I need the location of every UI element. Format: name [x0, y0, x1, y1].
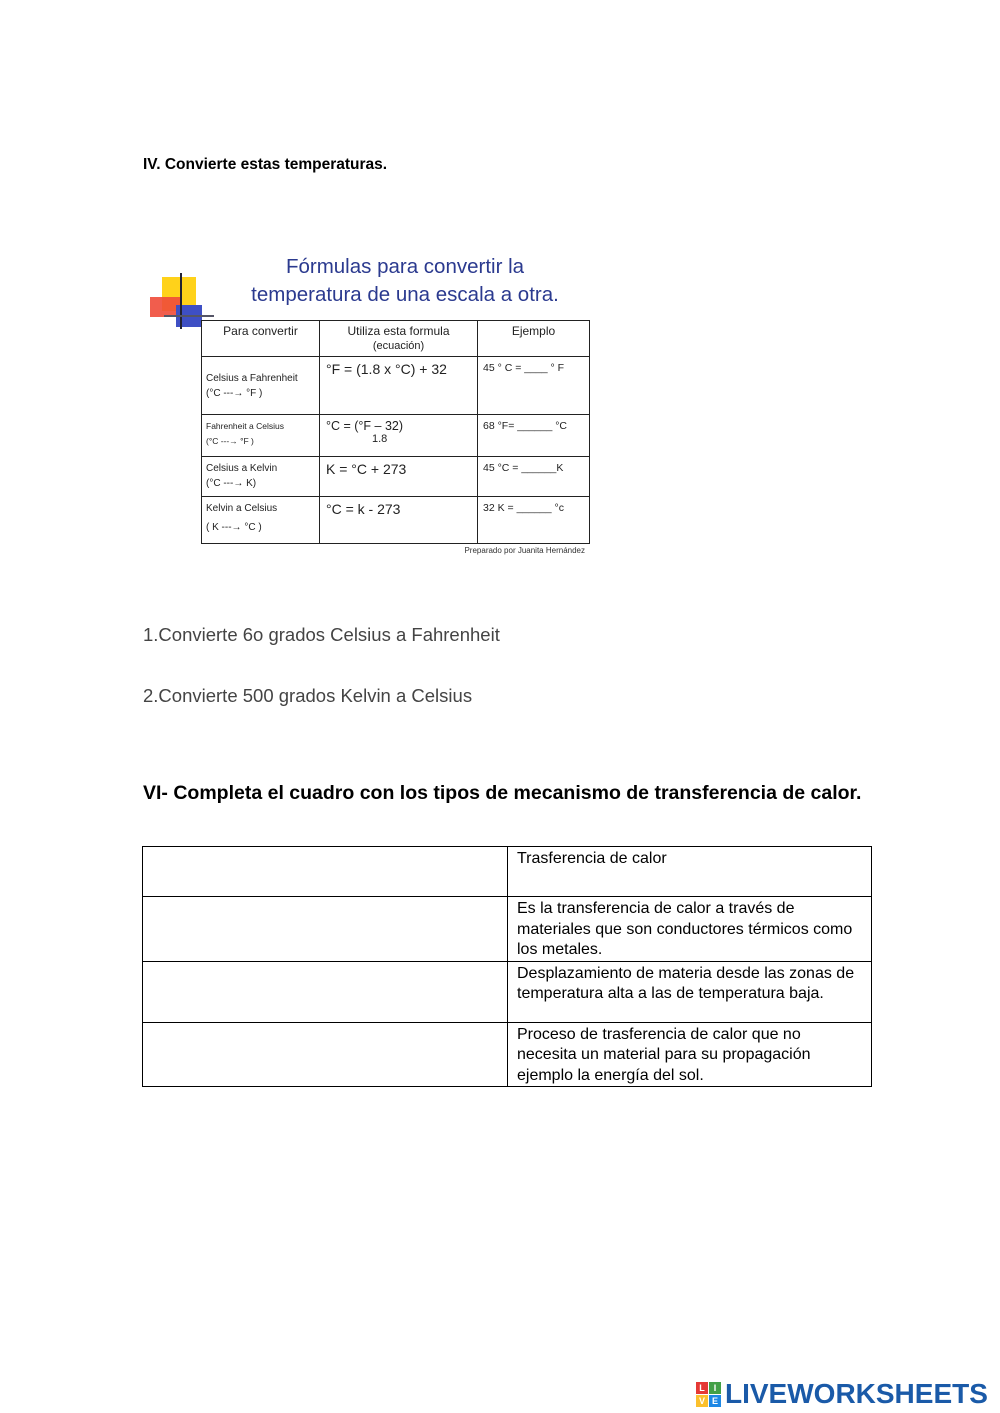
description-cell: Desplazamiento de materia desde las zonas de temperatura alta a las de temperatura baja.: [508, 961, 872, 1022]
formula-table: [201, 320, 590, 544]
formula-row: [202, 497, 590, 544]
formula-cell: °C = (°F – 32) 1.8: [320, 415, 478, 457]
header-formula: Utiliza esta formula (ecuación): [320, 321, 478, 357]
formula-cell: K = °C + 273: [320, 457, 478, 497]
conversion-label: Celsius a Kelvin (°C ---→ K): [202, 457, 320, 497]
liveworksheets-logo: [696, 1378, 988, 1410]
brand-icon-letter: E: [709, 1395, 721, 1407]
question-1: 1.Convierte 6o grados Celsius a Fahrenheit: [143, 624, 500, 645]
figure-credit: Preparado por Juanita Hernández: [464, 546, 585, 555]
question-2: 2.Convierte 500 grados Kelvin a Celsius: [143, 685, 473, 706]
description-cell: Es la transferencia de calor a través de materiales que son conductores térmicos como los metales.: [508, 897, 872, 962]
header-convert: Para convertir: [202, 321, 320, 357]
table-row: [143, 1022, 872, 1087]
example-cell: 68 °F= ______ °C: [478, 415, 590, 457]
formula-cell: °F = (1.8 x °C) + 32: [320, 357, 478, 415]
deco-horizontal-line: [164, 315, 214, 317]
brand-grid-icon: [696, 1382, 721, 1407]
section-4-title: IV. Convierte estas temperaturas.: [143, 156, 388, 173]
formula-row: [202, 357, 590, 415]
table-row: [143, 961, 872, 1022]
section-6-title: VI- Completa el cuadro con los tipos de mecanismo de transferencia de calor.: [143, 782, 862, 804]
answer-cell[interactable]: [143, 1022, 508, 1087]
formula-row: [202, 415, 590, 457]
example-cell: 45 ° C = ____ ° F: [478, 357, 590, 415]
conversion-label: Celsius a Fahrenheit (°C ---→ °F ): [202, 357, 320, 415]
description-cell: Proceso de trasferencia de calor que no necesita un material para su propagación ejemplo la energía del sol.: [508, 1022, 872, 1087]
brand-icon-letter: L: [696, 1382, 708, 1394]
brand-icon-letter: I: [709, 1382, 721, 1394]
example-cell: 45 °C = ______K: [478, 457, 590, 497]
table-row: [143, 847, 872, 897]
conversion-label: Fahrenheit a Celsius (°C ---→ °F ): [202, 415, 320, 457]
conversion-label: Kelvin a Celsius ( K ---→ °C ): [202, 497, 320, 544]
figure-title: Fórmulas para convertir la temperatura de una escala a otra.: [251, 255, 559, 306]
deco-vertical-line: [180, 273, 182, 329]
formula-cell: °C = k - 273: [320, 497, 478, 544]
heat-transfer-table: [142, 846, 872, 1087]
answer-cell[interactable]: [143, 961, 508, 1022]
formula-row: [202, 457, 590, 497]
table-row: [143, 897, 872, 962]
brand-icon-letter: V: [696, 1395, 708, 1407]
description-cell: Trasferencia de calor: [508, 847, 872, 897]
answer-cell[interactable]: [143, 847, 508, 897]
formula-figure: [140, 245, 610, 565]
answer-cell[interactable]: [143, 897, 508, 962]
brand-text: LIVEWORKSHEETS: [725, 1378, 988, 1409]
header-example: Ejemplo: [478, 321, 590, 357]
example-cell: 32 K = ______ °c: [478, 497, 590, 544]
